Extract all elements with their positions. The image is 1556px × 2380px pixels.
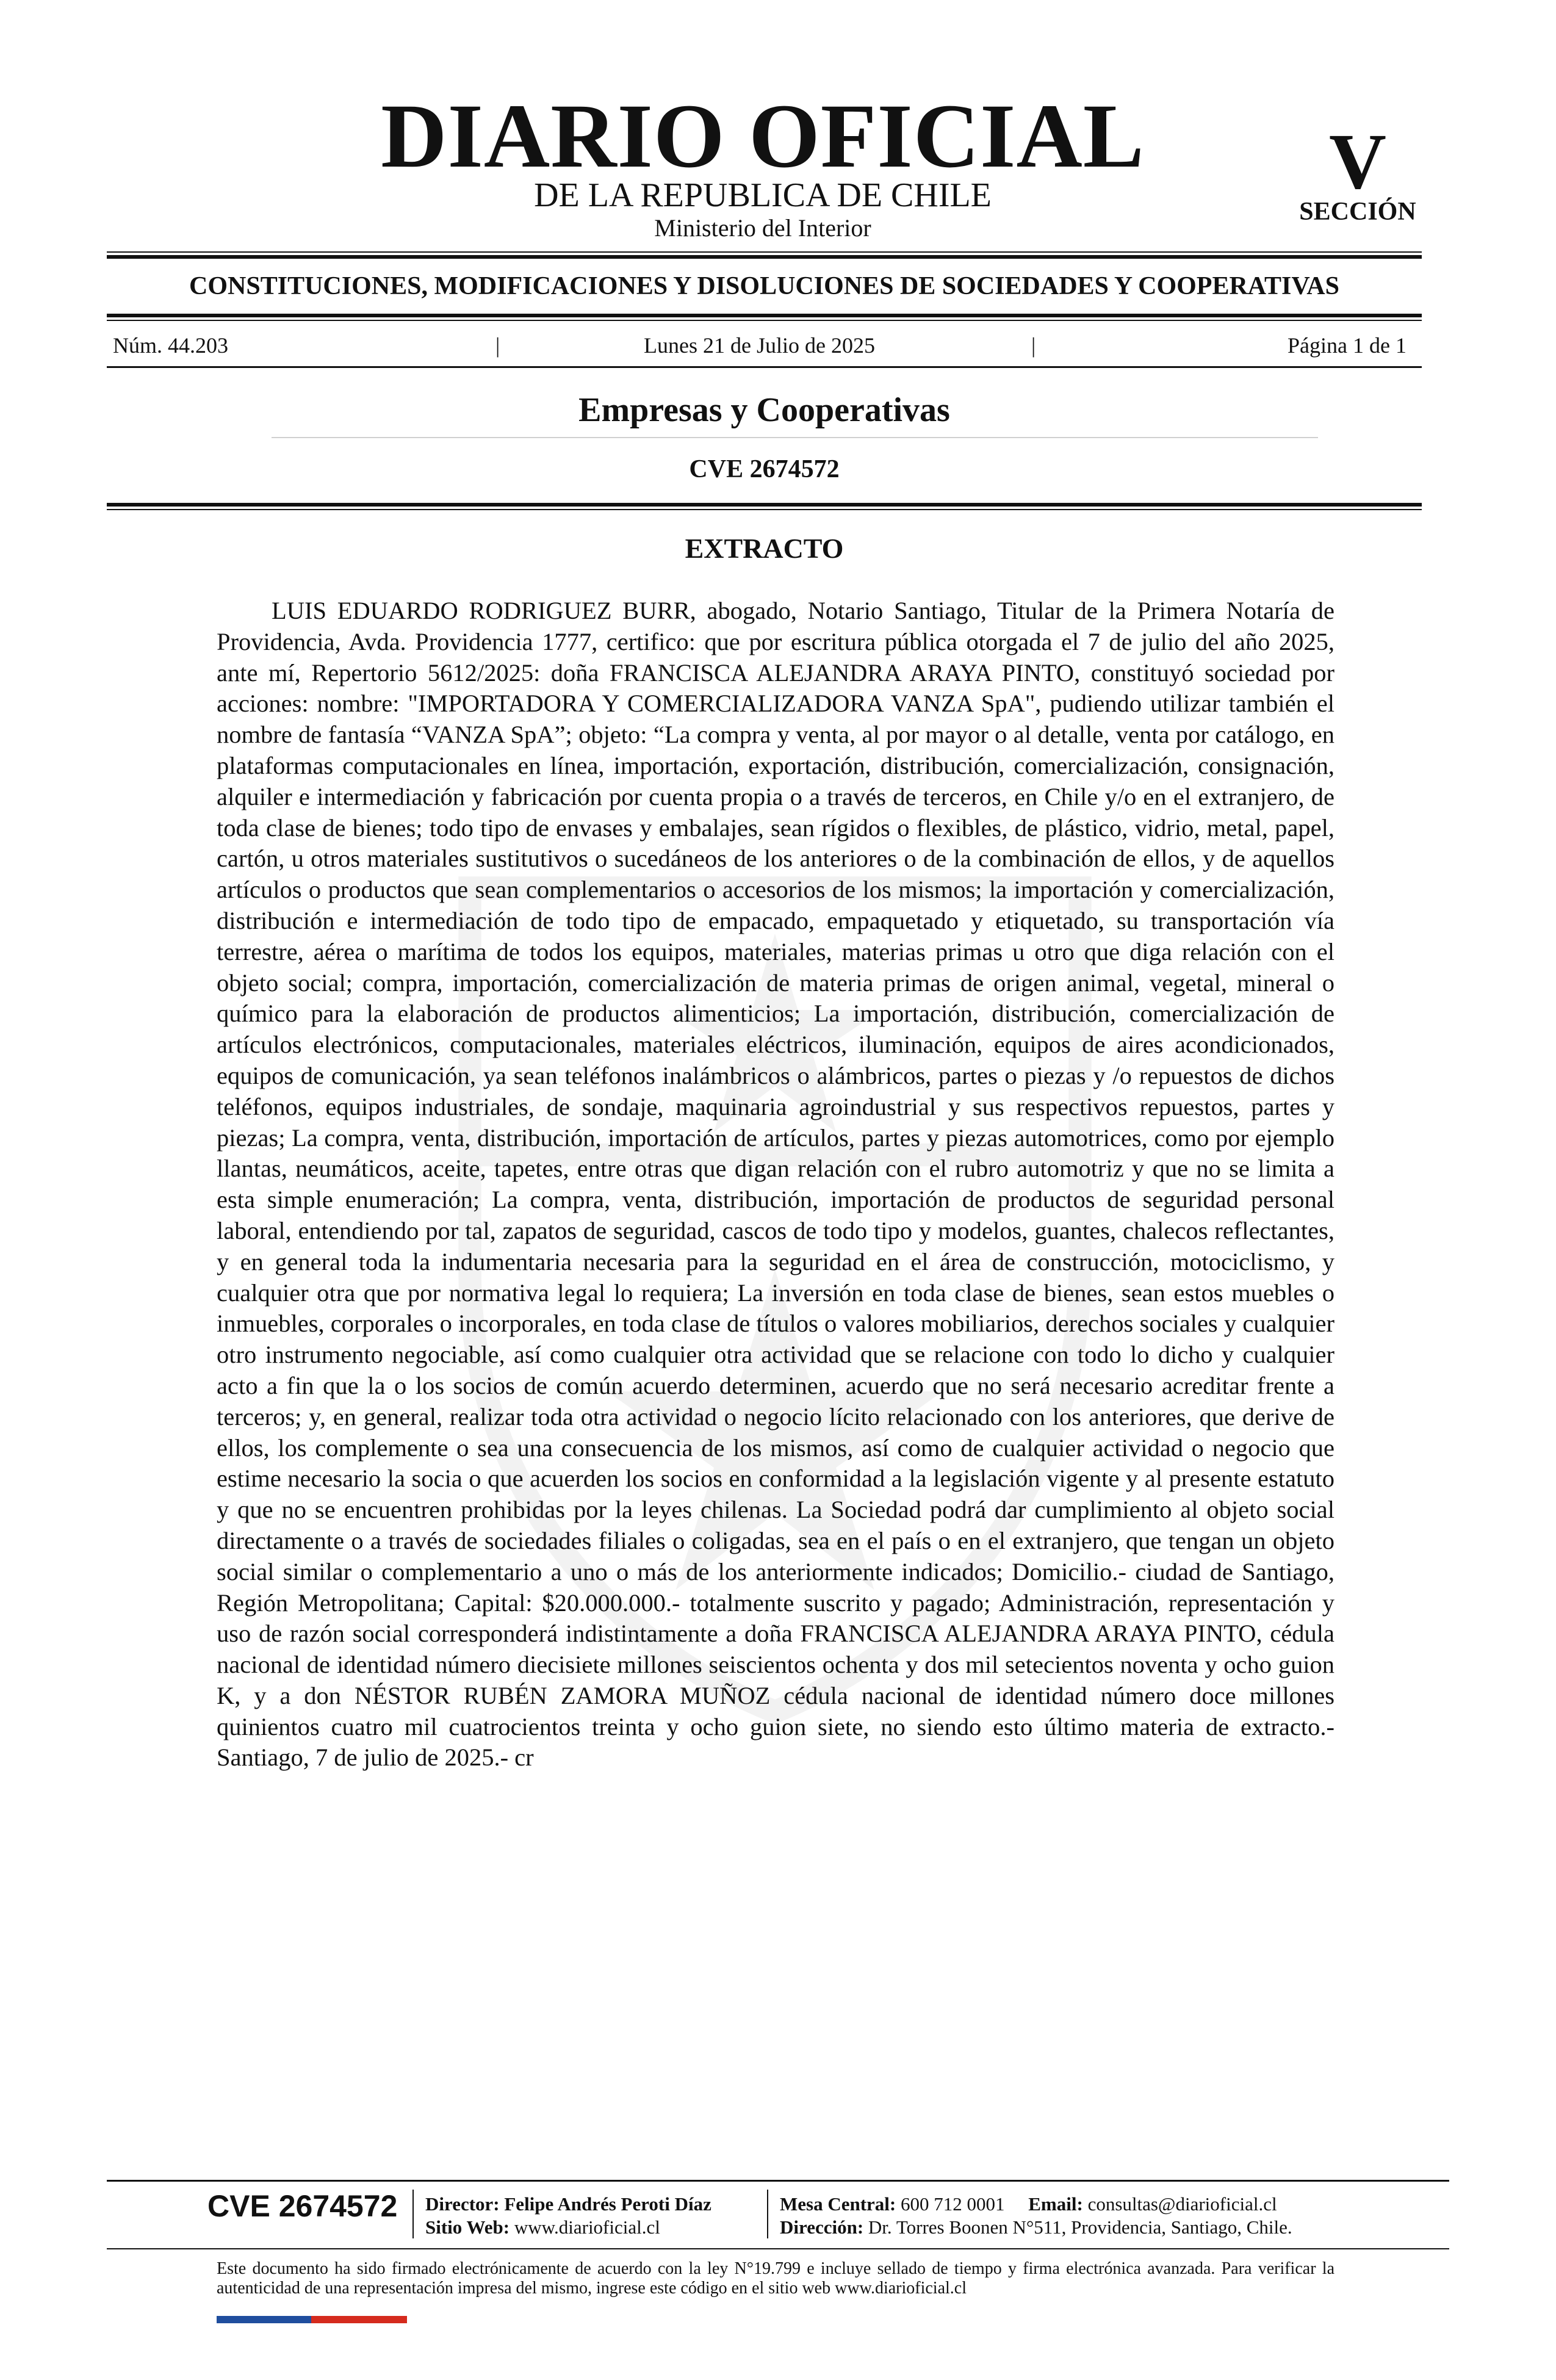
cve-rule-thin <box>107 509 1422 510</box>
document-body: LUIS EDUARDO RODRIGUEZ BURR, abogado, Notario Santiago, Titular de la Primera Notaría de Providencia, Avda. Providencia 1777, certifico: que por escritura pública otorgada el 7 de julio del año 2025, ante mí, Repertorio 5612/2025: doña FRANCISCA ALEJANDRA ARAYA PINTO, constituyó sociedad por acciones: nombre: "IMPORTADORA Y COMERCIALIZADORA VANZA SpA", pudiendo utilizar también el nombre de fantasía “VANZA SpA”; objeto: “La compra y venta, al por mayor o al detalle, venta por catálogo, en plataformas computacionales en línea, importación, exportación, distribución, comercialización, consignación, alquiler e intermediación y fabricación por cuenta propia o a través de terceros, en Chile y/o en el extranjero, de toda clase de bienes; todo tipo de envases y embalajes, sean rígidos o flexibles, de plástico, vidrio, metal, papel, cartón, u otros materiales sustitutivos o sucedáneos de los anteriores o de la combinación de ellos, y de aquellos artículos o productos que sean complementarios o accesorios de los mismos; la importación y comercialización, distribución e intermediación de todo tipo de empacado, empaquetado y etiquetado, su transportación vía terrestre, aérea o marítima de todos los equipos, materiales, materias primas u otro que diga relación con el objeto social; compra, importación, comercialización de materia primas de origen animal, vegetal, mineral o químico para la elaboración de productos alimenticios; La importación, distribución, comercialización de artículos electrónicos, computacionales, materiales eléctricos, iluminación, equipos de aires acondicionados, equipos de comunicación, ya sean teléfonos inalámbricos o alámbricos, partes o piezas y /o repuestos de dichos teléfonos, equipos industriales, de sondaje, maquinaria agroindustrial y sus respectivos repuestos, partes y piezas; La compra, venta, distribución, importación de artículos, partes y piezas automotrices, como por ejemplo llantas, neumáticos, aceite, tapetes, entre otras que digan relación con el rubro automotriz y que no se limita a esta simple enumeración; La compra, venta, distribución, importación de productos de seguridad personal laboral, entendiendo por tal, zapatos de seguridad, cascos de todo tipo y modelos, guantes, chalecos reflectantes, y en general toda la indumentaria necesaria para la seguridad en el área de construcción, motociclismo, y cualquier otra que por normativa legal lo requiera; La inversión en toda clase de bienes, sean estos muebles o inmuebles, corporales o incorporales, en toda clase de títulos o valores mobiliarios, derechos sociales y cualquier otro instrumento negociable, así como cualquier otra actividad que se relacione con todo lo dicho y cualquier acto a fin que la o los socios de común acuerdo determinen, acuerdo que no será necesario acreditar frente a terceros; y, en general, realizar toda otra actividad o negocio lícito relacionado con los anteriores, que derive de ellos, los complemente o sea una consecuencia de los mismos, así como de cualquier actividad o negocio que estime necesario la socia o que acuerden los socios en conformidad a la legislación vigente y al presente estatuto y que no se encuentren prohibidas por la leyes chilenas. La Sociedad podrá dar cumplimiento al objeto social directamente o a través de sociedades filiales o coligadas, sea en el país o en el extranjero, que tengan un objeto social similar o complementario a uno o más de los anteriormente indicados; Domicilio.- ciudad de Santiago, Región Metropolitana; Capital: $20.000.000.- totalmente suscrito y pagado; Administración, representación y uso de razón social corresponderá indistintamente a doña FRANCISCA ALEJANDRA ARAYA PINTO, cédula nacional de identidad número diecisiete millones seiscientos ochenta y dos mil setecientos noventa y ocho guion K, y a don NÉSTOR RUBÉN ZAMORA MUÑOZ cédula nacional de identidad número doce millones quinientos cuatro mil cuatrocientos treinta y ocho guion siete, no siendo esto último materia de extracto.- Santiago, 7 de julio de 2025.- cr <box>217 597 1334 1772</box>
issue-date: Lunes 21 de Julio de 2025 <box>644 333 875 358</box>
document-title: EXTRACTO <box>685 533 844 564</box>
banner-rule-thin <box>107 320 1422 321</box>
director-label: Director: <box>425 2193 500 2215</box>
mesa-value: 600 712 0001 <box>901 2193 1005 2215</box>
cve-code: CVE 2674572 <box>689 455 840 483</box>
signature-note: Este documento ha sido firmado electrónicamente de acuerdo con la ley N°19.799 e incluye sellado de tiempo y firma electrónica avanzada. Para verificar la autenticidad de una representación impresa del mismo, ingrese este código en el sitio web www.diarioficial.cl <box>217 2259 1334 2298</box>
footer-rule-top <box>107 2180 1449 2182</box>
footer-contact <box>780 2194 1277 2213</box>
director-name: Felipe Andrés Peroti Díaz <box>504 2193 711 2215</box>
page-number: Página 1 de 1 <box>1288 333 1407 358</box>
masthead-rule-thin <box>107 251 1422 253</box>
issue-number: Núm. 44.203 <box>113 333 228 358</box>
section-label: SECCIÓN <box>1299 198 1416 226</box>
footer-cve: CVE 2674572 <box>207 2189 398 2223</box>
footer-address <box>780 2218 1292 2237</box>
address-value: Dr. Torres Boonen N°511, Providencia, Santiago, Chile. <box>868 2216 1292 2238</box>
section-banner: CONSTITUCIONES, MODIFICACIONES Y DISOLUCIONES DE SOCIEDADES Y COOPERATIVAS <box>189 272 1339 300</box>
issue-separator-left: | <box>495 333 500 358</box>
email-link[interactable]: consultas@diarioficial.cl <box>1087 2193 1277 2215</box>
email-label: Email: <box>1028 2193 1083 2215</box>
address-label: Dirección: <box>780 2216 864 2238</box>
mesa-label: Mesa Central: <box>780 2193 896 2215</box>
footer-site <box>425 2218 660 2237</box>
masthead-title: DIARIO OFICIAL <box>381 85 1145 187</box>
site-link[interactable]: www.diarioficial.cl <box>514 2216 660 2238</box>
flag-stripe-red <box>311 2316 407 2323</box>
section-heading: Empresas y Cooperativas <box>578 391 950 429</box>
flag-stripe-blue <box>217 2316 311 2323</box>
footer-director <box>425 2194 711 2213</box>
site-label: Sitio Web: <box>425 2216 510 2238</box>
masthead-subtitle: DE LA REPUBLICA DE CHILE <box>534 176 992 214</box>
section-letter: V <box>1329 118 1386 206</box>
footer-separator-2 <box>767 2190 768 2238</box>
banner-rule-thick <box>107 314 1422 317</box>
footer-rule-bottom <box>107 2248 1449 2249</box>
issue-separator-right: | <box>1031 333 1036 358</box>
heading-rule <box>272 437 1318 438</box>
meta-rule <box>107 366 1422 368</box>
cve-rule-thick <box>107 503 1422 507</box>
masthead-ministry: Ministerio del Interior <box>654 214 871 242</box>
masthead-rule-thick <box>107 255 1422 259</box>
footer-separator-1 <box>412 2190 414 2238</box>
